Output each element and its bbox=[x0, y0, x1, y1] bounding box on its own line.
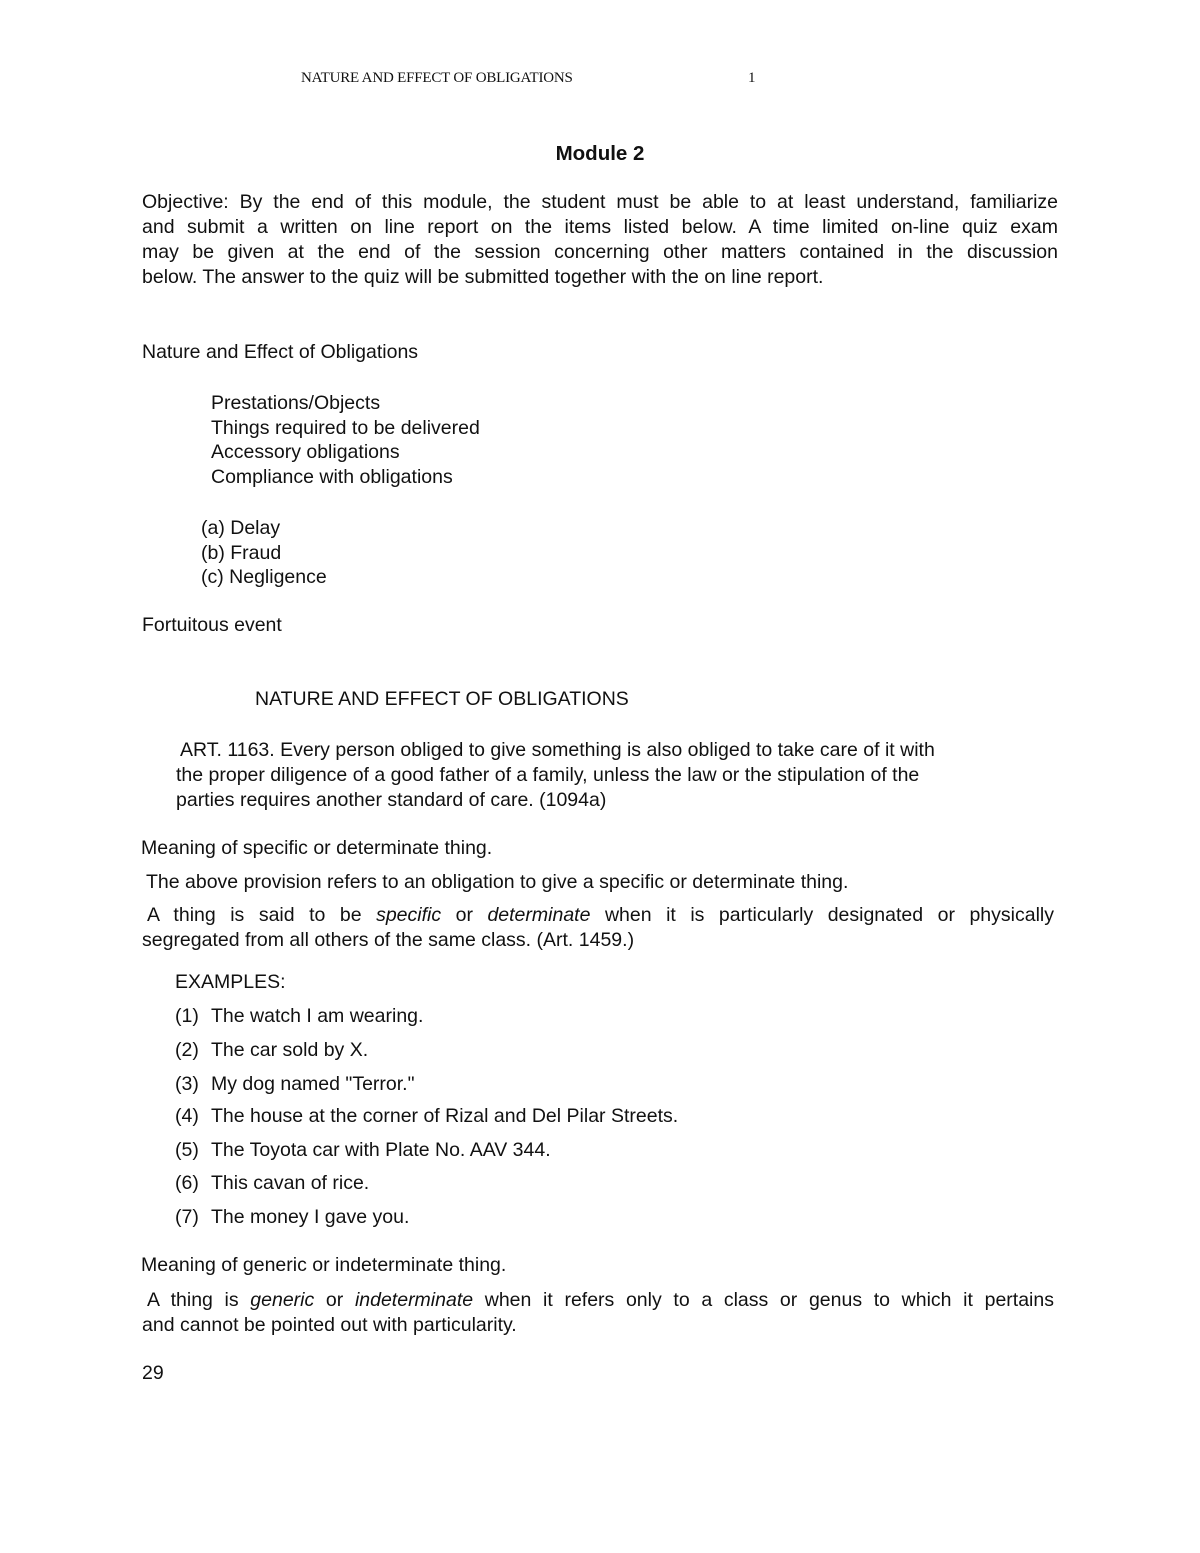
topic-item: Compliance with obligations bbox=[211, 465, 453, 488]
specific-definition-line bbox=[142, 903, 1054, 928]
article-line: ART. 1163. Every person obliged to give something is also obliged to take care of it with bbox=[180, 739, 935, 761]
objective-line: Objective: By the end of this module, the student must be able to at least understand, familiarize bbox=[142, 191, 1058, 213]
subtopic-item: (c) Negligence bbox=[201, 566, 327, 588]
example-text: The Toyota car with Plate No. AAV 344. bbox=[211, 1139, 551, 1161]
example-item bbox=[175, 1073, 415, 1096]
fortuitous-event-heading: Fortuitous event bbox=[142, 614, 282, 636]
specific-heading: Meaning of specific or determinate thing. bbox=[141, 837, 493, 859]
example-number: (1) bbox=[175, 1005, 199, 1027]
specific-definition-line: segregated from all others of the same class. (Art. 1459.) bbox=[142, 929, 635, 951]
term-specific: specific bbox=[376, 904, 442, 926]
generic-heading: Meaning of generic or indeterminate thing. bbox=[141, 1254, 507, 1276]
example-item bbox=[175, 1139, 551, 1162]
generic-definition bbox=[142, 1288, 1054, 1338]
example-text: My dog named "Terror." bbox=[211, 1073, 415, 1095]
example-text: The car sold by X. bbox=[211, 1039, 369, 1061]
example-item bbox=[175, 1105, 678, 1128]
term-determinate: determinate bbox=[487, 904, 591, 926]
example-item bbox=[175, 1039, 368, 1062]
page-number: 29 bbox=[142, 1362, 164, 1384]
objective-paragraph bbox=[142, 190, 1058, 290]
term-indeterminate: indeterminate bbox=[354, 1289, 474, 1311]
example-text: This cavan of rice. bbox=[211, 1172, 370, 1194]
example-text: The house at the corner of Rizal and Del Pilar Streets. bbox=[211, 1105, 679, 1127]
objective-line: below. The answer to the quiz will be submitted together with the on line report. bbox=[142, 266, 824, 288]
definition-text: A thing is said to be bbox=[147, 904, 377, 926]
article-paragraph bbox=[176, 738, 935, 813]
running-header-page-number: 1 bbox=[748, 70, 756, 86]
term-generic: generic bbox=[250, 1289, 315, 1311]
topic-item: Things required to be delivered bbox=[211, 416, 480, 439]
example-number: (6) bbox=[175, 1172, 199, 1194]
definition-text: or bbox=[314, 1289, 355, 1311]
running-header-title: NATURE AND EFFECT OF OBLIGATIONS bbox=[301, 70, 573, 86]
generic-definition-line: and cannot be pointed out with particularity. bbox=[142, 1314, 517, 1336]
objective-line: and submit a written on line report on the items listed below. A time limited on-line quiz exam bbox=[142, 216, 1058, 238]
example-item bbox=[175, 1206, 409, 1229]
example-number: (3) bbox=[175, 1073, 199, 1095]
topics-heading: Nature and Effect of Obligations bbox=[142, 341, 419, 363]
module-title: Module 2 bbox=[555, 142, 645, 165]
example-text: The watch I am wearing. bbox=[211, 1005, 424, 1027]
specific-provision: The above provision refers to an obligation to give a specific or determinate thing. bbox=[146, 871, 849, 893]
topic-item: Prestations/Objects bbox=[211, 392, 381, 414]
objective-line: may be given at the end of the session concerning other matters contained in the discussion bbox=[142, 241, 1058, 263]
example-text: The money I gave you. bbox=[211, 1206, 410, 1228]
article-line: the proper diligence of a good father of a family, unless the law or the stipulation of the bbox=[176, 764, 920, 786]
example-number: (4) bbox=[175, 1105, 199, 1127]
article-line: parties requires another standard of care. (1094a) bbox=[176, 789, 607, 811]
topics-list bbox=[211, 391, 480, 489]
subtopic-item: (a) Delay bbox=[201, 517, 281, 539]
example-item bbox=[175, 1172, 369, 1195]
subtopics-list bbox=[201, 516, 327, 590]
generic-definition-line bbox=[142, 1288, 1054, 1313]
definition-text: A thing is bbox=[147, 1289, 251, 1311]
specific-definition bbox=[142, 903, 1054, 953]
definition-text: when it is particularly designated or physically bbox=[590, 904, 1054, 926]
topic-item: Accessory obligations bbox=[211, 441, 400, 463]
example-number: (5) bbox=[175, 1139, 199, 1161]
definition-text: or bbox=[441, 904, 488, 926]
example-item bbox=[175, 1005, 423, 1028]
definition-text: when it refers only to a class or genus to which it pertains bbox=[473, 1289, 1054, 1311]
example-number: (2) bbox=[175, 1039, 199, 1061]
subtopic-item: (b) Fraud bbox=[201, 541, 282, 564]
example-number: (7) bbox=[175, 1206, 199, 1228]
section-heading: NATURE AND EFFECT OF OBLIGATIONS bbox=[255, 688, 629, 710]
examples-heading: EXAMPLES: bbox=[175, 971, 286, 993]
